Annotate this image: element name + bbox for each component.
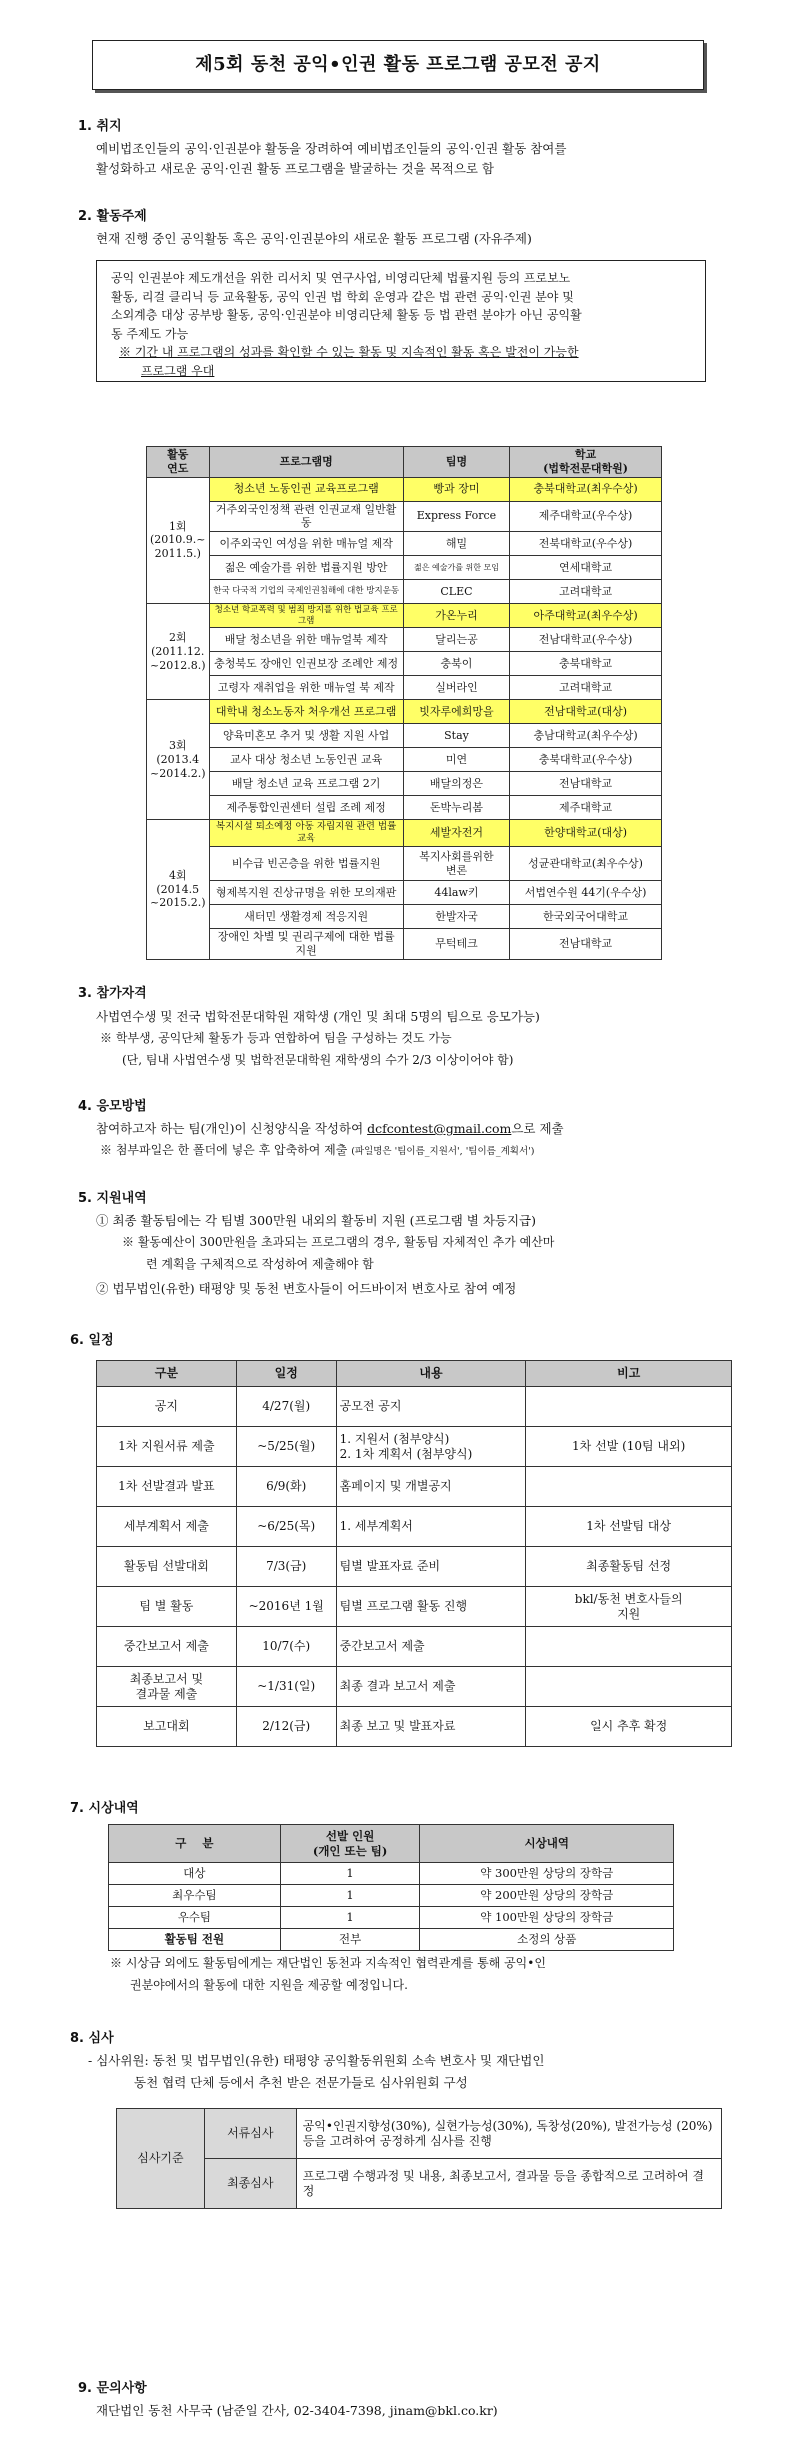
group-label-line: ~2015.2.)	[150, 896, 206, 910]
school-name: 충북대학교	[510, 652, 662, 676]
team-name: 돈박누리봄	[403, 796, 509, 820]
table-row	[109, 1907, 674, 1929]
judging-stage: 서류심사	[204, 2109, 296, 2159]
school-name: 전북대학교(우수상)	[510, 532, 662, 556]
section-5-heading: 5. 지원내역	[78, 1191, 147, 1206]
schedule-cell: 공지	[97, 1387, 237, 1427]
award-cell: 약 100만원 상당의 장학금	[420, 1907, 674, 1929]
program-name: 제주통합인권센터 설립 조례 제정	[209, 796, 403, 820]
schedule-cell: bkl/동천 변호사들의 지원	[526, 1587, 732, 1627]
schedule-table	[96, 1360, 732, 1747]
schedule-cell: ~1/31(일)	[236, 1667, 336, 1707]
table-row	[97, 1547, 732, 1587]
program-name: 거주외국인정책 관련 인권교재 일반활동	[209, 501, 403, 532]
schedule-header: 내용	[336, 1361, 526, 1387]
team-name: 빗자루에희망을	[403, 700, 509, 724]
team-name: 충북이	[403, 652, 509, 676]
section-5-item-2: ② 법무법인(유한) 태평양 및 동천 변호사들이 어드바이저 변호사로 참여 예정	[96, 1281, 517, 1296]
section-3-note-1: ※ 학부생, 공익단체 활동가 등과 연합하여 팀을 구성하는 것도 가능	[100, 1031, 452, 1045]
program-name: 장애인 차별 및 권리구제에 대한 법률지원	[209, 929, 403, 960]
judging-description: 공익•인권지향성(30%), 실현가능성(30%), 독창성(20%), 발전가능성 (20%) 등을 고려하여 공정하게 심사를 진행	[296, 2109, 721, 2159]
group-label-line: (2010.9.~	[150, 533, 206, 547]
schedule-cell: 1차 선발결과 발표	[97, 1467, 237, 1507]
schedule-cell: 1차 선발팀 대상	[526, 1507, 732, 1547]
schedule-cell: 1차 지원서류 제출	[97, 1427, 237, 1467]
team-name: 복지사회를위한변론	[403, 847, 509, 881]
group-label-line: 1회	[168, 519, 187, 533]
table-row	[97, 1627, 732, 1667]
schedule-cell	[526, 1627, 732, 1667]
team-name: 44law키	[403, 881, 509, 905]
section-4-heading: 4. 응모방법	[78, 1099, 147, 1114]
school-name: 전남대학교	[510, 772, 662, 796]
award-cell: 최우수팀	[109, 1885, 281, 1907]
school-name: 고려대학교	[510, 580, 662, 604]
group-label-line: 4회	[168, 868, 187, 882]
program-name: 청소년 학교폭력 및 범죄 방지를 위한 법교육 프로그램	[209, 604, 403, 628]
schedule-cell: 1. 세부계획서	[336, 1507, 526, 1547]
group-label	[147, 820, 210, 959]
section-3-note-2: (단, 팀내 사법연수생 및 법학전문대학원 재학생의 수가 2/3 이상이어야 함)	[122, 1053, 514, 1067]
award-cell: 약 300만원 상당의 장학금	[420, 1863, 674, 1885]
section-7-note-1: ※ 시상금 외에도 활동팀에게는 재단법인 동천과 지속적인 협력관계를 통해 공익•인	[110, 1956, 546, 1970]
group-label	[147, 700, 210, 820]
section-6-heading: 6. 일정	[70, 1333, 114, 1348]
group-label-line: 2011.5.)	[154, 547, 201, 561]
schedule-cell: 최종보고서 및 결과물 제출	[97, 1667, 237, 1707]
team-name: Stay	[403, 724, 509, 748]
schedule-cell	[526, 1467, 732, 1507]
schedule-cell: 2/12(금)	[236, 1707, 336, 1747]
team-name: 세발자전거	[403, 820, 509, 847]
table-row	[97, 1387, 732, 1427]
school-name: 전남대학교(대상)	[510, 700, 662, 724]
section-2-body: 현재 진행 중인 공익활동 혹은 공익·인권분야의 새로운 활동 프로그램 (자유주제)	[96, 231, 532, 246]
program-name: 양육미혼모 추거 및 생활 지원 사업	[209, 724, 403, 748]
award-header: 선발 인원 (개인 또는 팀)	[280, 1825, 420, 1863]
program-name: 배달 청소년을 위한 매뉴얼북 제작	[209, 628, 403, 652]
program-name: 고령자 재취업을 위한 매뉴얼 북 제작	[209, 676, 403, 700]
team-name: 달리는공	[403, 628, 509, 652]
table-row	[97, 1427, 732, 1467]
group-label-line: ~2014.2.)	[150, 766, 206, 780]
section-4-note-filename: (파일명은 '팀이름_지원서', '팀이름_계획서')	[351, 1146, 535, 1157]
theme-box-note-2: 프로그램 우대	[141, 363, 215, 378]
schedule-cell: ~5/25(월)	[236, 1427, 336, 1467]
schedule-cell: 1. 지원서 (첨부양식) 2. 1차 계획서 (첨부양식)	[336, 1427, 526, 1467]
award-header: 시상내역	[420, 1825, 674, 1863]
schedule-cell: 홈페이지 및 개별공지	[336, 1467, 526, 1507]
table-row	[109, 1885, 674, 1907]
schedule-cell	[526, 1387, 732, 1427]
program-name: 이주외국인 여성을 위한 매뉴얼 제작	[209, 532, 403, 556]
col-header-year: 활동 연도	[147, 447, 210, 478]
group-label-line: (2011.12.	[151, 644, 205, 658]
school-name: 한양대학교(대상)	[510, 820, 662, 847]
schedule-cell: 팀 별 활동	[97, 1587, 237, 1627]
section-5-item-1-note-1: ※ 활동예산이 300만원을 초과되는 프로그램의 경우, 활동팀 자체적인 추가 예산마	[122, 1235, 555, 1249]
team-name: 빵과 장미	[403, 477, 509, 501]
team-name: Express Force	[403, 501, 509, 532]
school-name: 전남대학교(우수상)	[510, 628, 662, 652]
theme-box-line-2: 활동, 리걸 클리닉 등 교육활동, 공익 인권 법 학회 운영과 같은 법 관련 공익·인권 분야 및	[111, 289, 574, 304]
school-name: 제주대학교	[510, 796, 662, 820]
award-cell: 대상	[109, 1863, 281, 1885]
schedule-cell: 일시 추후 확정	[526, 1707, 732, 1747]
judging-criteria-label: 심사기준	[117, 2109, 205, 2209]
school-name: 충북대학교(우수상)	[510, 748, 662, 772]
school-name: 고려대학교	[510, 676, 662, 700]
schedule-cell	[526, 1667, 732, 1707]
section-4-body-text: 참여하고자 하는 팀(개인)이 신청양식을 작성하여	[96, 1121, 368, 1136]
section-8-body-1: - 심사위원: 동천 및 법무법인(유한) 태평양 공익활동위원회 소속 변호사 및 재단법인	[88, 2053, 545, 2068]
program-name: 교사 대상 청소년 노동인권 교육	[209, 748, 403, 772]
award-cell: 약 200만원 상당의 장학금	[420, 1885, 674, 1907]
judging-description: 프로그램 수행과정 및 내용, 최종보고서, 결과물 등을 종합적으로 고려하여 결정	[296, 2159, 721, 2209]
school-name: 성균관대학교(최우수상)	[510, 847, 662, 881]
team-name: CLEC	[403, 580, 509, 604]
table-row	[97, 1467, 732, 1507]
schedule-cell: 중간보고서 제출	[97, 1627, 237, 1667]
judging-stage: 최종심사	[204, 2159, 296, 2209]
schedule-cell: 중간보고서 제출	[336, 1627, 526, 1667]
group-label	[147, 477, 210, 604]
page-title-text: 제5회 동천 공익•인권 활동 프로그램 공모전 공지	[195, 53, 601, 75]
section-5-item-1: ① 최종 활동팀에는 각 팀별 300만원 내외의 활동비 지원 (프로그램 별 차등지급)	[96, 1213, 536, 1228]
schedule-header: 비고	[526, 1361, 732, 1387]
section-5-item-1-note-2: 련 계획을 구체적으로 작성하여 제출해야 함	[146, 1257, 374, 1271]
award-cell: 우수팀	[109, 1907, 281, 1929]
group-label-line: 3회	[168, 739, 187, 753]
table-row	[97, 1667, 732, 1707]
group-label-line: 2회	[168, 631, 187, 644]
award-cell: 소정의 상품	[420, 1929, 674, 1951]
section-2-heading: 2. 활동주제	[78, 209, 147, 224]
schedule-cell: 10/7(수)	[236, 1627, 336, 1667]
award-cell: 활동팀 전원	[109, 1929, 281, 1951]
section-4-note	[100, 1142, 534, 1159]
table-row	[97, 1587, 732, 1627]
program-name: 복지시설 퇴소예정 아동 자립지원 관련 법률교육	[209, 820, 403, 847]
group-label-line: (2014.5	[156, 882, 200, 896]
col-header-program: 프로그램명	[209, 447, 403, 478]
program-name: 형제복지원 진상규명을 위한 모의재판	[209, 881, 403, 905]
team-name: 젊은 예술가를 위한 모임	[403, 556, 509, 580]
schedule-cell: ~6/25(목)	[236, 1507, 336, 1547]
schedule-cell: 세부계획서 제출	[97, 1507, 237, 1547]
school-name: 제주대학교(우수상)	[510, 501, 662, 532]
section-1-line-2: 활성화하고 새로운 공익·인권 활동 프로그램을 발굴하는 것을 목적으로 함	[96, 161, 495, 176]
team-name: 미연	[403, 748, 509, 772]
schedule-cell: 최종 보고 및 발표자료	[336, 1707, 526, 1747]
judging-criteria-table	[116, 2108, 722, 2209]
schedule-header: 구분	[97, 1361, 237, 1387]
section-3-body: 사법연수생 및 전국 법학전문대학원 재학생 (개인 및 최대 5명의 팀으로 응모가능)	[96, 1009, 540, 1024]
team-name: 가온누리	[403, 604, 509, 628]
schedule-cell: 공모전 공지	[336, 1387, 526, 1427]
contest-email-link[interactable]: dcfcontest@gmail.com	[367, 1121, 512, 1136]
page-title	[92, 40, 704, 90]
team-name: 한발자국	[403, 905, 509, 929]
award-cell: 1	[280, 1885, 420, 1907]
award-cell: 1	[280, 1907, 420, 1929]
schedule-cell: 팀별 프로그램 활동 진행	[336, 1587, 526, 1627]
theme-box-line-1: 공익 인권분야 제도개선을 위한 리서치 및 연구사업, 비영리단체 법률지원 등의 프로보노	[111, 271, 571, 285]
section-4-body	[96, 1120, 564, 1138]
team-name: 해밀	[403, 532, 509, 556]
program-name: 대학내 청소노동자 처우개선 프로그램	[209, 700, 403, 724]
award-table	[108, 1824, 674, 1951]
award-cell: 1	[280, 1863, 420, 1885]
school-name: 아주대학교(최우수상)	[510, 604, 662, 628]
theme-box-line-4: 동 주제도 가능	[111, 326, 189, 341]
section-1-line-1: 예비법조인들의 공익·인권분야 활동을 장려하여 예비법조인들의 공익·인권 활동 참여를	[96, 141, 567, 156]
program-name: 충청북도 장애인 인권보장 조례안 제정	[209, 652, 403, 676]
team-name: 배달의정은	[403, 772, 509, 796]
section-8-heading: 8. 심사	[70, 2031, 114, 2046]
program-name: 비수급 빈곤층을 위한 법률지원	[209, 847, 403, 881]
award-header: 구 분	[109, 1825, 281, 1863]
program-name: 한국 다국적 기업의 국제인권침해에 대한 방지운동	[209, 580, 403, 604]
table-row	[109, 1929, 674, 1951]
award-cell: 전부	[280, 1929, 420, 1951]
theme-box-note-1: ※ 기간 내 프로그램의 성과를 확인할 수 있는 활동 및 지속적인 활동 혹은 발전이 가능한	[119, 345, 579, 360]
school-name: 서법연수원 44기(우수상)	[510, 881, 662, 905]
school-name: 전남대학교	[510, 929, 662, 960]
section-8-body-2: 동천 협력 단체 등에서 추천 받은 전문가들로 심사위원회 구성	[134, 2075, 468, 2090]
schedule-cell: ~2016년 1월	[236, 1587, 336, 1627]
schedule-cell: 팀별 발표자료 준비	[336, 1547, 526, 1587]
table-row	[97, 1507, 732, 1547]
theme-box	[96, 260, 706, 382]
school-name: 한국외국어대학교	[510, 905, 662, 929]
program-name: 배달 청소년 교육 프로그램 2기	[209, 772, 403, 796]
col-header-school: 학교 (법학전문대학원)	[510, 447, 662, 478]
schedule-cell: 활동팀 선발대회	[97, 1547, 237, 1587]
team-name: 실버라인	[403, 676, 509, 700]
past-programs-table	[146, 446, 662, 960]
schedule-cell: 4/27(월)	[236, 1387, 336, 1427]
schedule-cell: 최종활동팀 선정	[526, 1547, 732, 1587]
schedule-cell: 최종 결과 보고서 제출	[336, 1667, 526, 1707]
program-name: 새터민 생활경제 적응지원	[209, 905, 403, 929]
section-7-heading: 7. 시상내역	[70, 1801, 139, 1816]
contact-info: 재단법인 동천 사무국 (남준일 간사, 02-3404-7398, jinam@bkl.co.kr)	[96, 2403, 498, 2418]
group-label-line: ~2012.8.)	[150, 658, 206, 672]
group-label-line: (2013.4	[156, 752, 200, 766]
theme-box-line-3: 소외계층 대상 공부방 활동, 공익·인권분야 비영리단체 활동 등 법 관련 분야가 아닌 공익활	[111, 308, 582, 323]
schedule-header: 일정	[236, 1361, 336, 1387]
section-4-note-text: ※ 첨부파일은 한 폴더에 넣은 후 압축하여 제출	[100, 1143, 352, 1157]
schedule-cell: 6/9(화)	[236, 1467, 336, 1507]
section-9-heading: 9. 문의사항	[78, 2381, 147, 2396]
school-name: 연세대학교	[510, 556, 662, 580]
program-name: 청소년 노동인권 교육프로그램	[209, 477, 403, 501]
program-name: 젊은 예술가를 위한 법률지원 방안	[209, 556, 403, 580]
schedule-cell: 보고대회	[97, 1707, 237, 1747]
col-header-team: 팀명	[403, 447, 509, 478]
schedule-cell: 1차 선발 (10팀 내외)	[526, 1427, 732, 1467]
schedule-cell: 7/3(금)	[236, 1547, 336, 1587]
section-7-note-2: 권분야에서의 활동에 대한 지원을 제공할 예정입니다.	[130, 1978, 408, 1992]
group-label	[147, 604, 210, 700]
section-1-heading: 1. 취지	[78, 119, 122, 134]
section-3-heading: 3. 참가자격	[78, 986, 147, 1001]
section-4-body-suffix: 으로 제출	[511, 1121, 564, 1136]
table-row	[109, 1863, 674, 1885]
table-row	[97, 1707, 732, 1747]
school-name: 충북대학교(최우수상)	[510, 477, 662, 501]
school-name: 충남대학교(최우수상)	[510, 724, 662, 748]
team-name: 무턱테크	[403, 929, 509, 960]
